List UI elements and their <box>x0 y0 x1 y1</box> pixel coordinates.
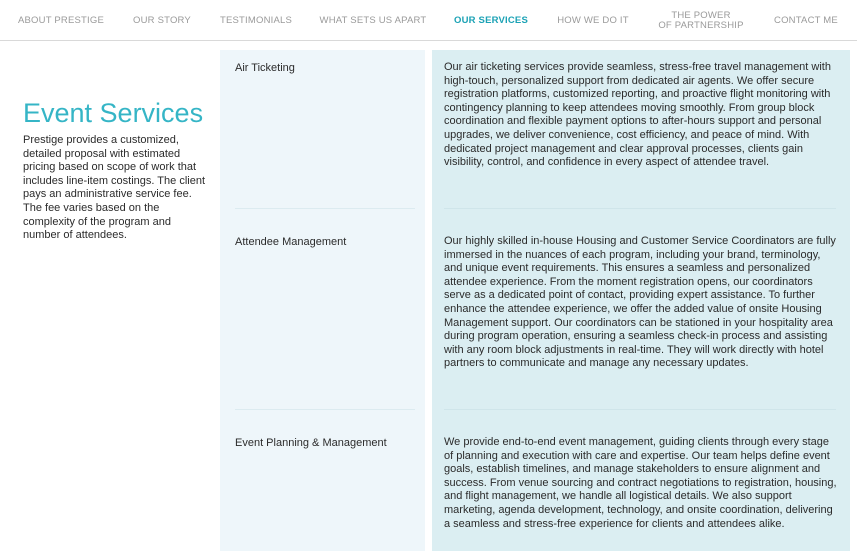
top-nav <box>0 0 857 41</box>
divider <box>235 409 415 410</box>
service-title-air-ticketing: Air Ticketing <box>235 62 295 74</box>
nav-our-services[interactable]: OUR SERVICES <box>453 14 529 26</box>
nav-contact-me[interactable]: CONTACT ME <box>774 14 838 26</box>
nav-how-we-do-it[interactable]: HOW WE DO IT <box>557 14 629 26</box>
divider <box>444 208 836 209</box>
service-title-event-planning: Event Planning & Management <box>235 437 387 449</box>
intro-description: Prestige provides a customized, detailed proposal with estimated pricing based on scope of work that includes line-item costings. The client pays an administrative service fee. The fee varies based on the complexity of the program and number of attendees. <box>23 134 205 242</box>
service-title-attendee-management: Attendee Management <box>235 236 347 248</box>
nav-our-story[interactable]: OUR STORY <box>133 14 191 26</box>
service-desc-air-ticketing: Our air ticketing services provide seamless, stress-free travel management with high-touch, personalized support from dedicated air agents. We offer secure registration platforms, customized reporting, and proactive flight monitoring with contingency planning to keep attendees moving smoothly. From group block coordination and flexible payment options to after-hours support and personal upgrades, we deliver convenience, cost efficiency, and peace of mind. With dedicated project management and clear approval processes, clients gain visibility, control, and confidence in every aspect of attendee travel. <box>444 61 831 169</box>
page-title: Event Services <box>23 98 204 128</box>
nav-testimonials[interactable]: TESTIMONIALS <box>219 14 293 26</box>
divider <box>235 208 415 209</box>
service-desc-event-planning: We provide end-to-end event management, guiding clients through every stage of planning and execution with care and expertise. Our team helps define event goals, establish timelines, and manage stakeholders to ensure alignment and success. From venue sourcing and contract negotiations to registration, housing, and flight management, we handle all logistical details. We also support marketing, agenda development, technology, and onsite coordination, delivering a seamless and stress-free experience for clients and attendees alike. <box>444 436 837 530</box>
nav-what-sets-us-apart[interactable]: WHAT SETS US APART <box>319 14 427 26</box>
divider <box>444 409 836 410</box>
nav-power-of-partnership[interactable] <box>654 0 748 41</box>
nav-power-line2: OF PARTNERSHIP <box>658 19 744 31</box>
services-title-column <box>220 50 425 551</box>
nav-about-prestige[interactable]: ABOUT PRESTIGE <box>17 14 105 26</box>
service-desc-attendee-management: Our highly skilled in-house Housing and Customer Service Coordinators are fully immersed in the nuances of each program, including your brand, terminology, and unique event requirements. This ensures a seamless and personalized attendee experience. From the moment registration opens, our coordinators serve as a dedicated point of contact, providing expert assistance. To further enhance the attendee experience, we offer the added value of onsite Housing Management support. Our coordinators can be stationed in your hospitality area during program operation, ensuring a seamless check-in process and assisting with any room block adjustments in real-time. They will work directly with hotel partners to communicate and manage any necessary updates. <box>444 235 836 370</box>
nav-power-line1: THE POWER <box>671 9 731 21</box>
